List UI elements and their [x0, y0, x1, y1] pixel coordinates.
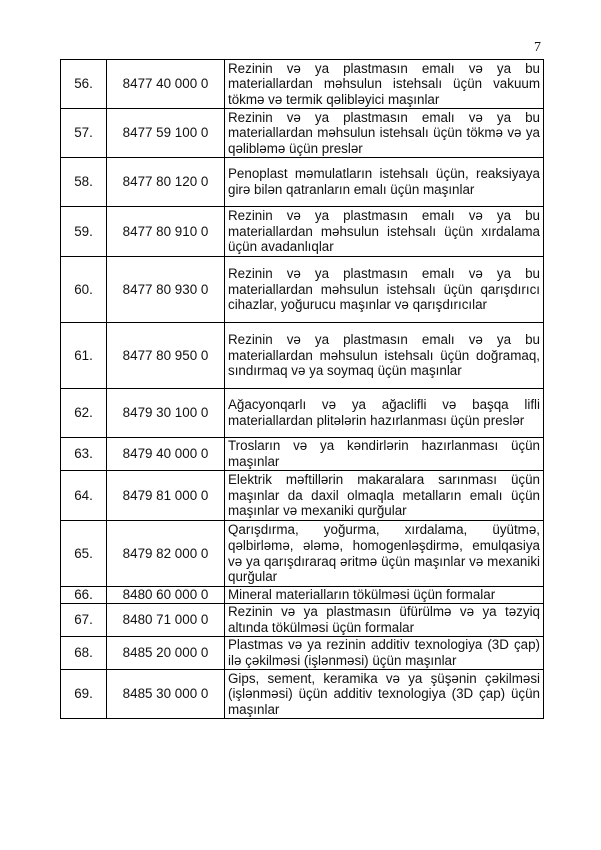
- commodity-code: 8477 40 000 0: [107, 60, 225, 109]
- commodity-code: 8477 80 120 0: [107, 158, 225, 207]
- commodity-code: 8480 60 000 0: [107, 587, 225, 604]
- commodity-code: 8479 82 000 0: [107, 521, 225, 587]
- table-row: [61, 158, 544, 207]
- commodity-code: 8485 20 000 0: [107, 637, 225, 670]
- table-row: [61, 109, 544, 158]
- commodity-description: Gips, sement, keramika və ya şüşənin çəkilməsi (işlənməsi) üçün additiv texnologiya (3D çap) üçün maşınlar: [225, 670, 544, 719]
- row-number: 69.: [61, 670, 107, 719]
- page-number: 7: [534, 40, 541, 55]
- row-number: 65.: [61, 521, 107, 587]
- table-row: [61, 521, 544, 587]
- table-row: [61, 323, 544, 389]
- commodity-description: Elektrik məftillərin makaralara sarınması üçün maşınlar da daxil olmaqla metalların emalı üçün maşınlar və mexaniki qurğular: [225, 471, 544, 521]
- commodity-description: Penoplast məmulatların istehsalı üçün, reaksiyaya girə bilən qatranların emalı üçün maşınlar: [225, 158, 544, 207]
- commodity-description: Rezinin və ya plastmasın emalı və ya bu materiallardan məhsulun istehsalı üçün qarışdırıcı cihazlar, yoğurucu maşınlar və qarışdırıcılar: [225, 257, 544, 323]
- commodity-code: 8477 80 950 0: [107, 323, 225, 389]
- commodity-code: 8480 71 000 0: [107, 604, 225, 637]
- table-row: [61, 471, 544, 521]
- commodity-description: Rezinin və ya plastmasın emalı və ya bu materiallardan məhsulun istehsalı üçün tökmə və ya qəlibləmə üçün preslər: [225, 109, 544, 158]
- row-number: 58.: [61, 158, 107, 207]
- row-number: 67.: [61, 604, 107, 637]
- row-number: 62.: [61, 389, 107, 438]
- row-number: 66.: [61, 587, 107, 604]
- row-number: 64.: [61, 471, 107, 521]
- commodity-description: Qarışdırma, yoğurma, xırdalama, üyütmə, qəlbirləmə, ələmə, homogenləşdirmə, emulqasiya və ya qarışdıraraq əritmə üçün maşınlar və mexaniki qurğular: [225, 521, 544, 587]
- table-row: [61, 604, 544, 637]
- row-number: 63.: [61, 438, 107, 471]
- table-row: [61, 207, 544, 257]
- table-row: [61, 389, 544, 438]
- table-row: [61, 60, 544, 109]
- commodity-code: 8477 59 100 0: [107, 109, 225, 158]
- commodity-description: Mineral materialların tökülməsi üçün formalar: [225, 587, 544, 604]
- commodity-code: 8479 81 000 0: [107, 471, 225, 521]
- commodity-code: 8479 40 000 0: [107, 438, 225, 471]
- table-row: [61, 670, 544, 719]
- commodity-description: Ağacyonqarlı və ya ağaclifli və başqa lifli materiallardan plitələrin hazırlanması üçün preslər: [225, 389, 544, 438]
- table-row: [61, 637, 544, 670]
- commodity-code: 8479 30 100 0: [107, 389, 225, 438]
- commodity-description: Rezinin və ya plastmasın emalı və ya bu materiallardan məhsulun istehsalı üçün vakuum tökmə və termik qəlibləyici maşınlar: [225, 60, 544, 109]
- row-number: 68.: [61, 637, 107, 670]
- commodity-description: Trosların və ya kəndirlərin hazırlanması üçün maşınlar: [225, 438, 544, 471]
- commodity-code: 8477 80 910 0: [107, 207, 225, 257]
- row-number: 60.: [61, 257, 107, 323]
- row-number: 61.: [61, 323, 107, 389]
- customs-codes-table: [60, 59, 544, 719]
- row-number: 57.: [61, 109, 107, 158]
- commodity-code: 8485 30 000 0: [107, 670, 225, 719]
- row-number: 59.: [61, 207, 107, 257]
- commodity-description: Plastmas və ya rezinin additiv texnologiya (3D çap) ilə çəkilməsi (işlənməsi) üçün maşınlar: [225, 637, 544, 670]
- table-row: [61, 438, 544, 471]
- commodity-description: Rezinin və ya plastmasın emalı və ya bu materiallardan məhsulun istehsalı üçün doğramaq, sındırmaq və ya soymaq üçün maşınlar: [225, 323, 544, 389]
- commodity-code: 8477 80 930 0: [107, 257, 225, 323]
- table-row: [61, 587, 544, 604]
- commodity-description: Rezinin və ya plastmasın üfürülmə və ya təzyiq altında tökülməsi üçün formalar: [225, 604, 544, 637]
- table-row: [61, 257, 544, 323]
- commodity-description: Rezinin və ya plastmasın emalı və ya bu materiallardan məhsulun istehsalı üçün xırdalama üçün avadanlıqlar: [225, 207, 544, 257]
- row-number: 56.: [61, 60, 107, 109]
